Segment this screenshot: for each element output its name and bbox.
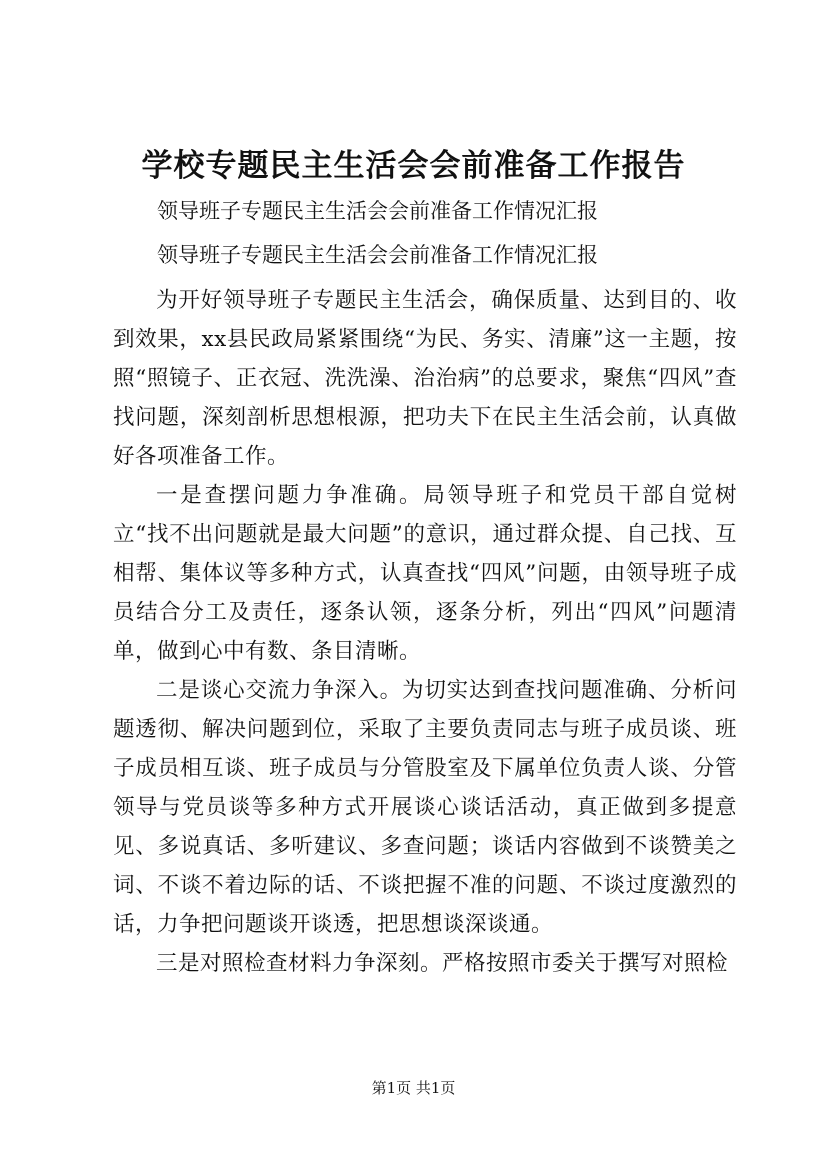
- body-paragraph: 三是对照检查材料力争深刻。严格按照市委关于撰写对照检: [156, 951, 729, 976]
- page-footer: 第1页 共1页: [371, 1079, 456, 1097]
- document-body: [113, 281, 737, 983]
- document-subtitle: 领导班子专题民主生活会会前准备工作情况汇报: [157, 199, 598, 223]
- body-paragraph: 为开好领导班子专题民主生活会，确保质量、达到目的、收到效果，xx县民政局紧紧围绕“为民、务实、清廉”这一主题，按照“照镜子、正衣冠、洗洗澡、治治病”的总要求，聚焦“四风”查找问题，深刻剖析思想根源，把功夫下在民主生活会前，认真做好各项准备工作。: [113, 288, 737, 469]
- document-subtitle: 领导班子专题民主生活会会前准备工作情况汇报: [157, 243, 598, 267]
- document-title: 学校专题民主生活会会前准备工作报告: [141, 148, 686, 184]
- body-paragraph: 二是谈心交流力争深入。为切实达到查找问题准确、分析问题透彻、解决问题到位，采取了主要负责同志与班子成员谈、班子成员相互谈、班子成员与分管股室及下属单位负责人谈、分管领导与党员谈等多种方式开展谈心谈话活动，真正做到多提意见、多说真话、多听建议、多查问题；谈话内容做到不谈赞美之词、不谈不着边际的话、不谈把握不准的问题、不谈过度激烈的话，力争把问题谈开谈透，把思想谈深谈通。: [113, 678, 737, 937]
- body-paragraph: 一是查摆问题力争准确。局领导班子和党员干部自觉树立“找不出问题就是最大问题”的意识，通过群众提、自己找、互相帮、集体议等多种方式，认真查找“四风”问题，由领导班子成员结合分工及责任，逐条认领，逐条分析，列出“四风”问题清单，做到心中有数、条目清晰。: [113, 483, 737, 664]
